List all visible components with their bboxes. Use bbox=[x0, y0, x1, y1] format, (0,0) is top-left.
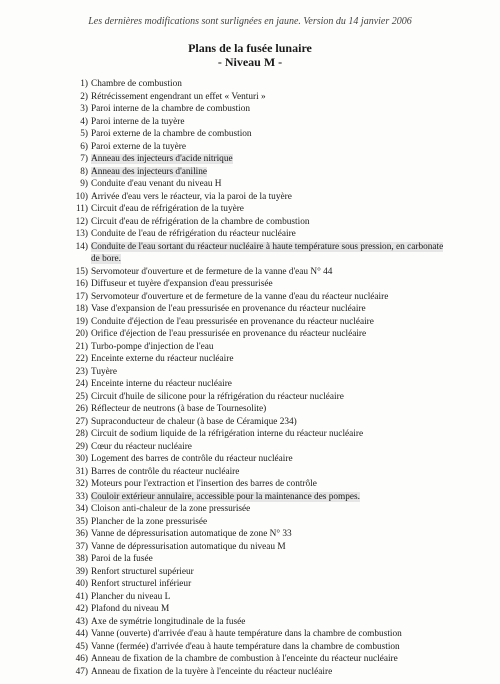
list-item bbox=[68, 78, 448, 91]
item-text: Cœur du réacteur nucléaire bbox=[91, 441, 192, 452]
item-text: Arrivée d'eau vers le réacteur, via la paroi de la tuyère bbox=[91, 191, 292, 202]
item-text: Renfort structurel supérieur bbox=[91, 566, 194, 577]
item-number: 23) bbox=[75, 366, 88, 377]
item-number: 33) bbox=[75, 491, 88, 502]
item-text: Enceinte externe du réacteur nucléaire bbox=[91, 354, 234, 364]
item-text: Vanne (fermée) d'arrivée d'eau à haute température dans la chambre de combustion bbox=[91, 641, 400, 652]
item-number: 21) bbox=[75, 341, 88, 352]
list-item bbox=[68, 416, 448, 429]
item-text: Paroi externe de la chambre de combustion bbox=[91, 129, 252, 139]
item-text: Moteurs pour l'extraction et l'insertion des barres de contrôle bbox=[91, 479, 317, 489]
item-number: 2) bbox=[80, 91, 88, 102]
item-text: Anneau des injecteurs d'acide nitrique bbox=[91, 154, 233, 164]
list-item bbox=[68, 191, 448, 204]
item-text: Servomoteur d'ouverture et de fermeture de la vanne d'eau N° 44 bbox=[91, 266, 333, 277]
list-item bbox=[68, 316, 448, 329]
page-title bbox=[0, 41, 500, 69]
item-number: 35) bbox=[75, 516, 88, 527]
item-text: Turbo-pompe d'injection de l'eau bbox=[91, 341, 214, 352]
item-text: Vanne (ouverte) d'arrivée d'eau à haute température dans la chambre de combustion bbox=[91, 629, 402, 639]
list-item bbox=[68, 203, 448, 216]
item-number: 19) bbox=[75, 316, 88, 327]
list-item bbox=[68, 266, 448, 279]
list-item bbox=[68, 491, 448, 504]
item-number: 34) bbox=[75, 504, 88, 514]
item-text: Servomoteur d'ouverture et de fermeture de la vanne d'eau du réacteur nucléaire bbox=[91, 291, 389, 302]
item-text: Vanne de dépressurisation automatique de zone N° 33 bbox=[91, 529, 292, 539]
list-item bbox=[68, 578, 448, 591]
item-text: Circuit d'eau de réfrigération de la chambre de combustion bbox=[91, 216, 310, 227]
item-text: Plafond du niveau M bbox=[91, 604, 170, 614]
item-number: 43) bbox=[75, 616, 88, 627]
item-number: 41) bbox=[75, 591, 88, 602]
item-number: 29) bbox=[75, 441, 88, 452]
item-text: Cloison anti-chaleur de la zone pressurisée bbox=[91, 504, 251, 514]
item-text: Conduite de l'eau sortant du réacteur nucléaire à haute température sous pression, en carbonate de bore. bbox=[91, 241, 444, 264]
list-item bbox=[68, 291, 448, 304]
item-text: Couloir extérieur annulaire, accessible pour la maintenance des pompes. bbox=[91, 491, 360, 502]
item-text: Supraconducteur de chaleur (à base de Céramique 234) bbox=[91, 416, 297, 427]
item-text: Circuit d'huile de silicone pour la réfrigération du réacteur nucléaire bbox=[91, 391, 344, 402]
item-text: Anneau de fixation de la chambre de combustion à l'enceinte du réacteur nucléaire bbox=[91, 654, 398, 664]
item-text: Renfort structurel inférieur bbox=[91, 579, 192, 589]
item-text: Anneau de fixation de la tuyère à l'enceinte du réacteur nucléaire bbox=[91, 666, 333, 677]
item-number: 16) bbox=[75, 279, 88, 289]
item-number: 31) bbox=[75, 466, 88, 477]
list-item bbox=[68, 241, 448, 266]
item-number: 30) bbox=[75, 454, 88, 464]
item-number: 38) bbox=[75, 554, 88, 564]
item-text: Paroi interne de la chambre de combustion bbox=[91, 104, 251, 114]
item-text: Orifice d'éjection de l'eau pressurisée en provenance du réacteur nucléaire bbox=[91, 329, 367, 339]
item-text: Paroi externe de la tuyère bbox=[91, 141, 186, 152]
item-text: Conduite d'eau venant du niveau H bbox=[91, 179, 222, 189]
item-text: Conduite d'éjection de l'eau pressurisée en provenance du réacteur nucléaire bbox=[91, 316, 374, 327]
list-item bbox=[68, 503, 448, 516]
list-item bbox=[68, 641, 448, 654]
list-item bbox=[68, 328, 448, 341]
item-number: 9) bbox=[80, 179, 88, 189]
item-number: 24) bbox=[75, 379, 88, 389]
item-number: 7) bbox=[80, 154, 88, 164]
item-number: 4) bbox=[80, 116, 88, 127]
item-text: Enceinte interne du réacteur nucléaire bbox=[91, 379, 232, 389]
item-number: 11) bbox=[75, 204, 88, 214]
list-item bbox=[68, 428, 448, 441]
list-item bbox=[68, 453, 448, 466]
list-item bbox=[68, 128, 448, 141]
item-text: Circuit d'eau de réfrigération de la tuyère bbox=[91, 204, 244, 214]
list-item bbox=[68, 103, 448, 116]
title-line-2: - Niveau M - bbox=[217, 55, 283, 69]
list-item bbox=[68, 303, 448, 316]
list-item bbox=[68, 141, 448, 154]
item-number: 6) bbox=[80, 141, 88, 152]
item-text: Barres de contrôle du réacteur nucléaire bbox=[91, 466, 240, 477]
list-item bbox=[68, 216, 448, 229]
item-number: 47) bbox=[75, 666, 88, 677]
list-item bbox=[68, 403, 448, 416]
item-text: Tuyère bbox=[91, 366, 117, 377]
item-text: Anneau des injecteurs d'aniline bbox=[91, 166, 208, 177]
item-number: 3) bbox=[80, 104, 88, 114]
list-item bbox=[68, 378, 448, 391]
item-number: 45) bbox=[75, 641, 88, 652]
item-number: 44) bbox=[75, 629, 88, 639]
list-item bbox=[68, 616, 448, 629]
item-number: 46) bbox=[75, 654, 88, 664]
list-item bbox=[68, 366, 448, 379]
list-item bbox=[68, 628, 448, 641]
item-text: Diffuseur et tuyère d'expansion d'eau pressurisée bbox=[91, 279, 273, 289]
item-text: Paroi interne de la tuyère bbox=[91, 116, 185, 127]
list-item bbox=[68, 116, 448, 129]
list-item bbox=[68, 528, 448, 541]
item-number: 14) bbox=[75, 241, 88, 252]
item-text: Plancher de la zone pressurisée bbox=[91, 516, 208, 527]
item-number: 8) bbox=[80, 166, 88, 177]
item-text: Vase d'expansion de l'eau pressurisée en provenance du réacteur nucléaire bbox=[91, 304, 366, 314]
list-item bbox=[68, 478, 448, 491]
item-number: 1) bbox=[80, 79, 88, 89]
revision-note: Les dernières modifications sont surlignées en jaune. Version du 14 janvier 2006 bbox=[88, 16, 412, 27]
list-item bbox=[68, 591, 448, 604]
item-text: Paroi de la fusée bbox=[91, 554, 153, 564]
item-number: 32) bbox=[75, 479, 88, 489]
list-item bbox=[68, 91, 448, 104]
list-item bbox=[68, 166, 448, 179]
item-text: Rétrécissement engendrant un effet « Venturi » bbox=[91, 91, 266, 102]
item-text: Réflecteur de neutrons (à base de Tournesolite) bbox=[91, 404, 267, 414]
item-number: 20) bbox=[75, 329, 88, 339]
list-item bbox=[68, 153, 448, 166]
item-number: 5) bbox=[80, 129, 88, 139]
item-number: 10) bbox=[75, 191, 88, 202]
item-number: 37) bbox=[75, 541, 88, 552]
item-number: 25) bbox=[75, 391, 88, 402]
item-number: 15) bbox=[75, 266, 88, 277]
item-text: Conduite de l'eau de réfrigération du réacteur nucléaire bbox=[91, 229, 296, 239]
list-item bbox=[68, 566, 448, 579]
list-item bbox=[68, 466, 448, 479]
list-item bbox=[68, 516, 448, 529]
list-item bbox=[68, 353, 448, 366]
item-number: 39) bbox=[75, 566, 88, 577]
list-item bbox=[68, 541, 448, 554]
item-text: Chambre de combustion bbox=[91, 79, 182, 89]
list-item bbox=[68, 391, 448, 404]
list-item bbox=[68, 553, 448, 566]
item-number: 40) bbox=[75, 579, 88, 589]
list-item bbox=[68, 441, 448, 454]
item-text: Logement des barres de contrôle du réacteur nucléaire bbox=[91, 454, 293, 464]
item-text: Plancher du niveau L bbox=[91, 591, 171, 602]
item-number: 42) bbox=[75, 604, 88, 614]
list-item bbox=[68, 178, 448, 191]
list-item bbox=[68, 228, 448, 241]
item-number: 17) bbox=[75, 291, 88, 302]
list-item bbox=[68, 666, 448, 679]
item-text: Vanne de dépressurisation automatique du niveau M bbox=[91, 541, 286, 552]
list-item bbox=[68, 653, 448, 666]
list-item bbox=[68, 603, 448, 616]
list-item bbox=[68, 278, 448, 291]
item-number: 28) bbox=[75, 429, 88, 439]
title-line-1: Plans de la fusée lunaire bbox=[188, 41, 312, 55]
parts-list bbox=[68, 78, 448, 678]
item-text: Axe de symétrie longitudinale de la fusée bbox=[91, 616, 246, 627]
item-number: 22) bbox=[75, 354, 88, 364]
item-number: 18) bbox=[75, 304, 88, 314]
item-number: 13) bbox=[75, 229, 88, 239]
item-number: 27) bbox=[75, 416, 88, 427]
item-number: 26) bbox=[75, 404, 88, 414]
item-number: 12) bbox=[75, 216, 88, 227]
item-number: 36) bbox=[75, 529, 88, 539]
list-item bbox=[68, 341, 448, 354]
item-text: Circuit de sodium liquide de la réfrigération interne du réacteur nucléaire bbox=[91, 429, 364, 439]
